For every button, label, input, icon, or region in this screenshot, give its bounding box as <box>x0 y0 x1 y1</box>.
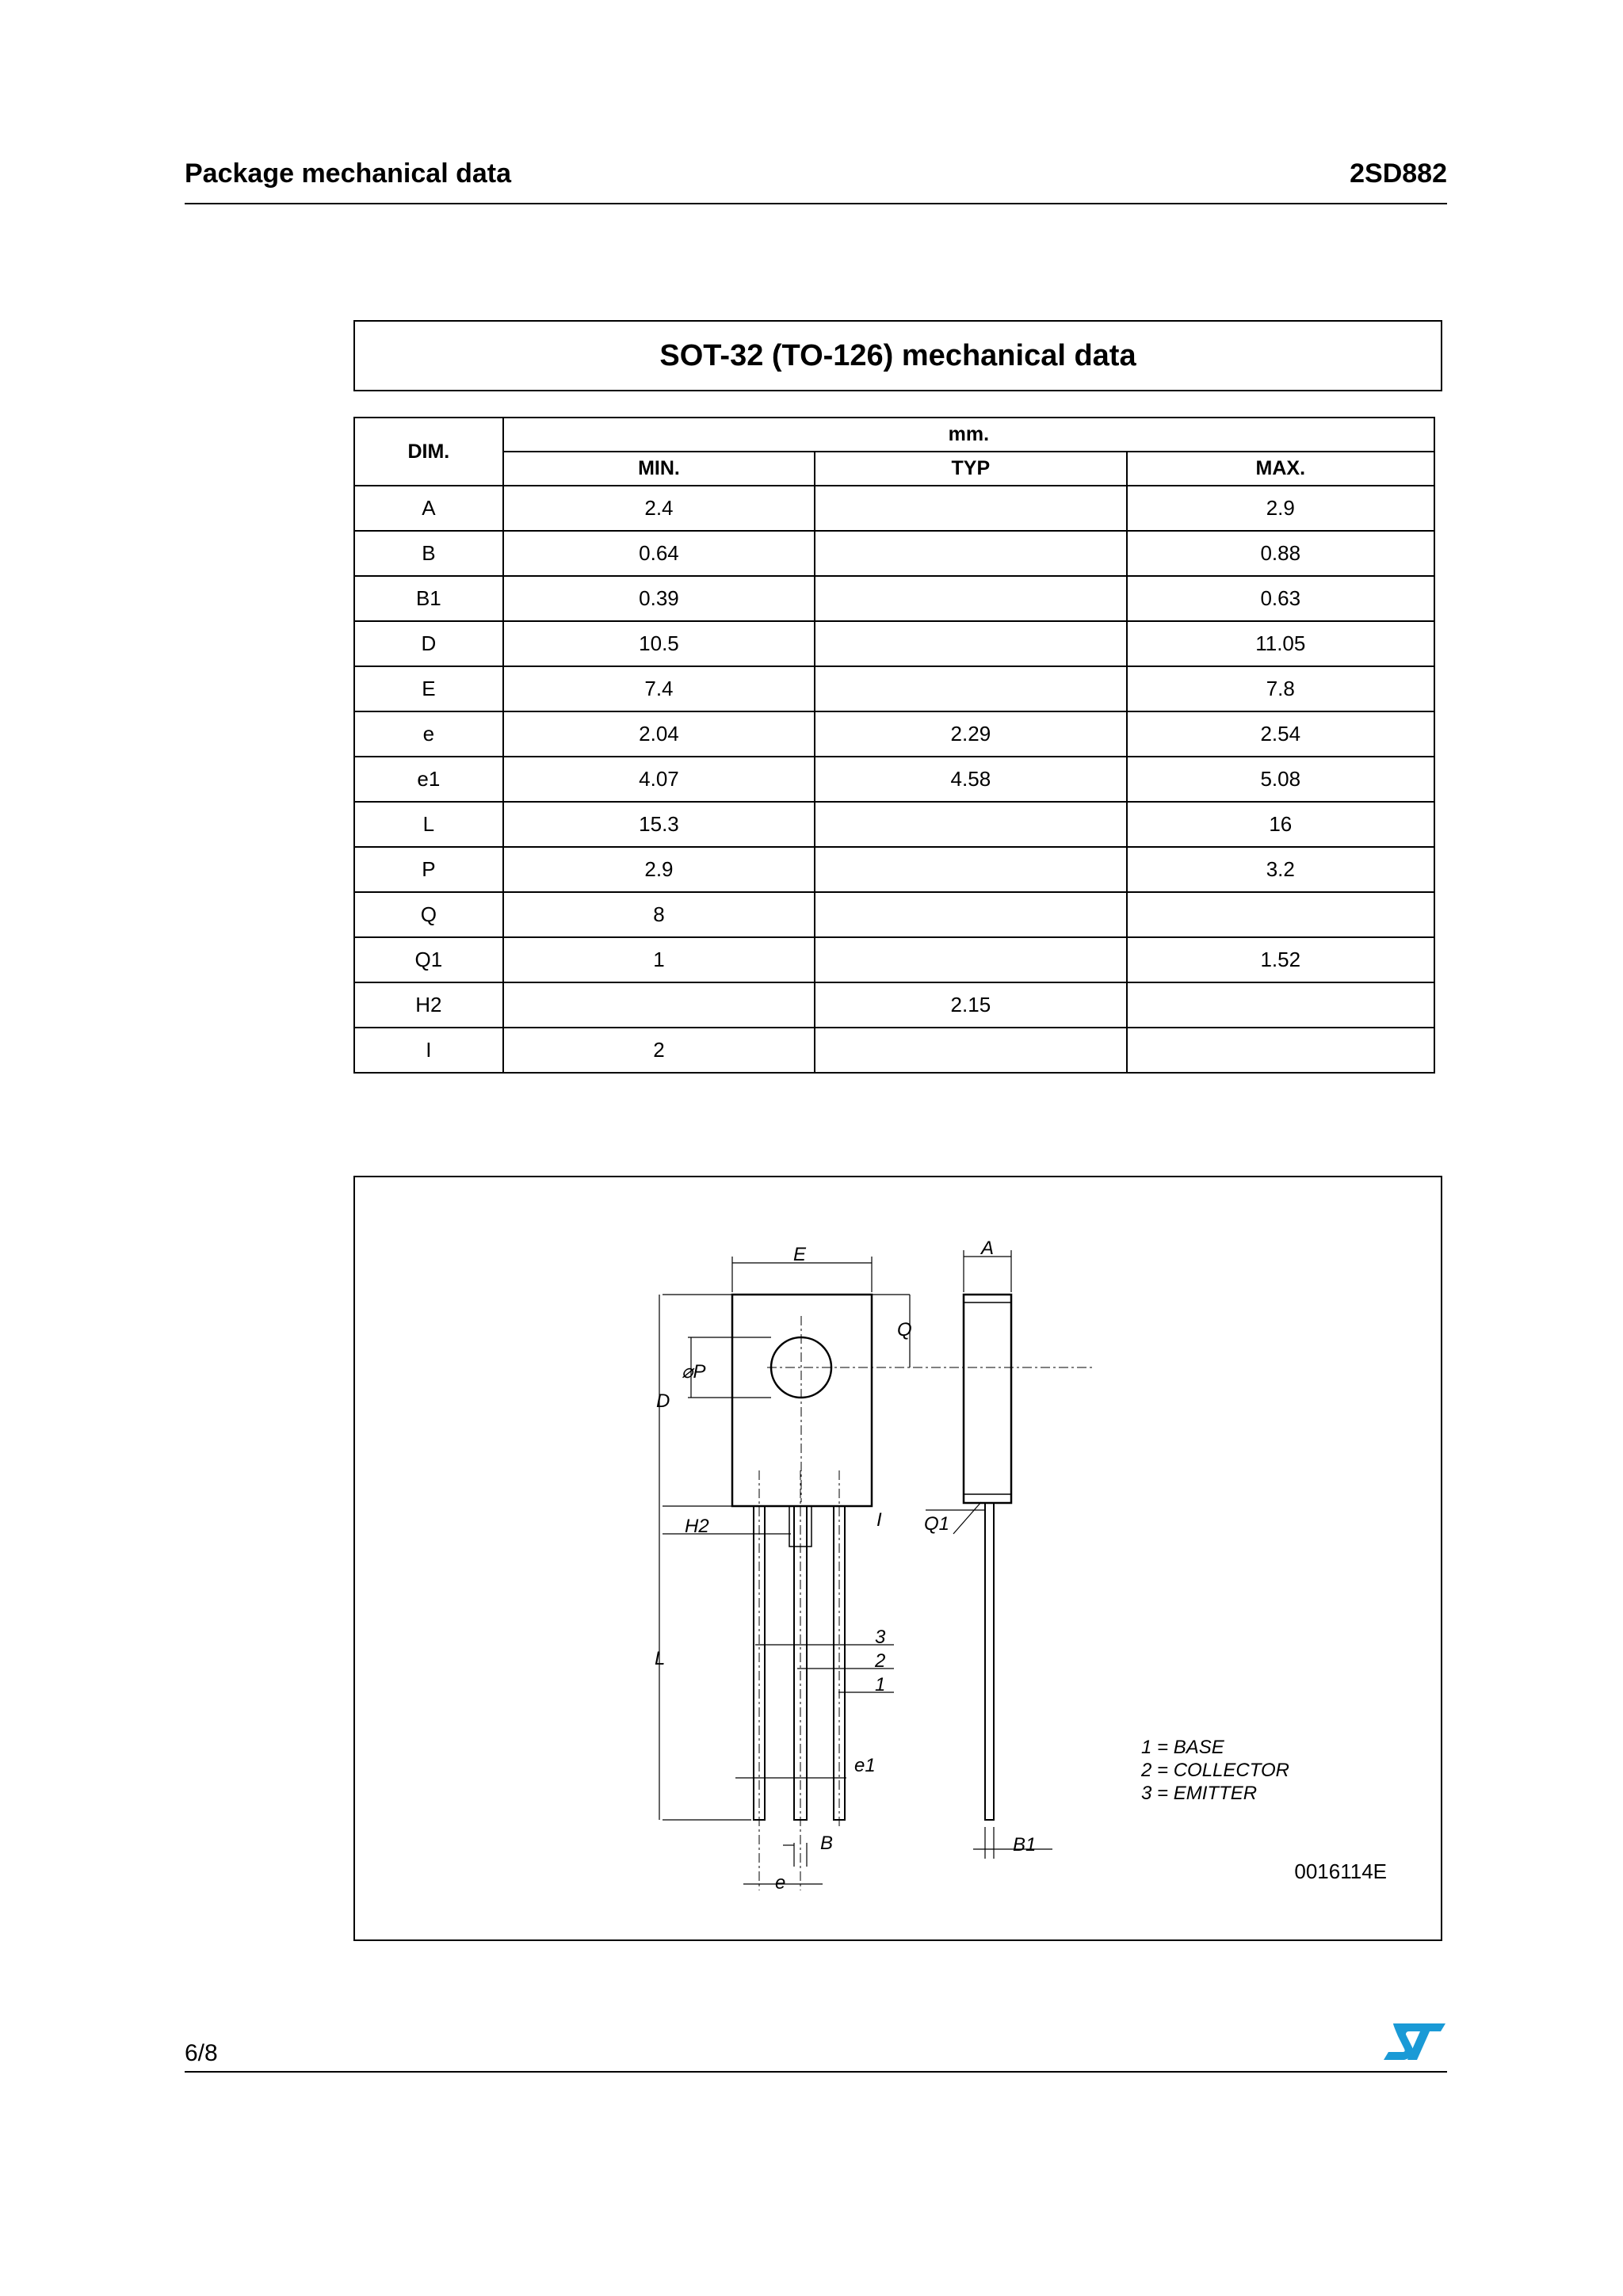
min-header: MIN. <box>503 452 815 486</box>
label-e1: e1 <box>854 1755 876 1776</box>
header-rule <box>185 203 1447 204</box>
cell-max: 0.88 <box>1127 531 1434 576</box>
table-row <box>354 892 1434 937</box>
cell-max <box>1127 1028 1434 1073</box>
max-header: MAX. <box>1127 452 1434 486</box>
pin-1 <box>834 1506 845 1820</box>
cell-dim: Q <box>354 892 503 937</box>
cell-dim: A <box>354 486 503 531</box>
pin-3 <box>754 1506 765 1820</box>
cell-dim: I <box>354 1028 503 1073</box>
cell-min <box>503 982 815 1028</box>
cell-max <box>1127 892 1434 937</box>
label-Q: Q <box>897 1319 912 1341</box>
table-title <box>353 320 1442 391</box>
cell-min: 7.4 <box>503 666 815 711</box>
cell-min: 0.39 <box>503 576 815 621</box>
cell-typ <box>815 1028 1126 1073</box>
st-logo <box>1382 2022 1447 2065</box>
section-title: Package mechanical data <box>185 158 512 189</box>
cell-min: 1 <box>503 937 815 982</box>
cell-min: 15.3 <box>503 802 815 847</box>
table-row <box>354 621 1434 666</box>
package-body-front <box>732 1295 872 1506</box>
label-A: A <box>981 1238 995 1259</box>
label-B1: B1 <box>1013 1834 1037 1855</box>
cell-dim: B1 <box>354 576 503 621</box>
cell-max <box>1127 982 1434 1028</box>
cell-typ: 2.29 <box>815 711 1126 757</box>
table-title-text: SOT-32 (TO-126) mechanical data <box>659 338 1136 372</box>
label-Q1: Q1 <box>924 1513 950 1535</box>
table-row <box>354 486 1434 531</box>
table-row <box>354 1028 1434 1073</box>
outline-drawing-svg <box>355 1177 1444 1943</box>
cell-min: 2.04 <box>503 711 815 757</box>
cell-max: 11.05 <box>1127 621 1434 666</box>
cell-typ <box>815 531 1126 576</box>
package-drawing <box>353 1176 1442 1941</box>
legend-base: 1 = BASE <box>1141 1737 1224 1758</box>
label-B: B <box>820 1833 834 1854</box>
cell-min: 2.4 <box>503 486 815 531</box>
cell-dim: B <box>354 531 503 576</box>
cell-max: 1.52 <box>1127 937 1434 982</box>
table-row <box>354 711 1434 757</box>
footer-rule <box>185 2071 1447 2073</box>
label-D: D <box>656 1390 670 1412</box>
table-row <box>354 982 1434 1028</box>
center-lines <box>759 1316 1092 1890</box>
table-row <box>354 757 1434 802</box>
cell-min: 2 <box>503 1028 815 1073</box>
dimension-labels <box>655 1238 1289 1894</box>
cell-typ <box>815 847 1126 892</box>
cell-dim: E <box>354 666 503 711</box>
dim-header: DIM. <box>354 418 503 486</box>
label-I: I <box>876 1509 882 1531</box>
cell-min: 2.9 <box>503 847 815 892</box>
cell-typ <box>815 576 1126 621</box>
label-L: L <box>655 1648 666 1669</box>
label-P: ⌀P <box>682 1361 706 1383</box>
cell-max: 0.63 <box>1127 576 1434 621</box>
cell-max: 7.8 <box>1127 666 1434 711</box>
pin-side <box>985 1503 994 1820</box>
cell-max: 3.2 <box>1127 847 1434 892</box>
cell-max: 16 <box>1127 802 1434 847</box>
cell-typ <box>815 892 1126 937</box>
cell-dim: D <box>354 621 503 666</box>
cell-dim: P <box>354 847 503 892</box>
cell-min: 4.07 <box>503 757 815 802</box>
table-row <box>354 847 1434 892</box>
part-number: 2SD882 <box>1350 158 1447 189</box>
typ-header: TYP <box>815 452 1126 486</box>
st-logo-icon <box>1382 2022 1447 2061</box>
cell-typ <box>815 802 1126 847</box>
table-row <box>354 576 1434 621</box>
label-pin2: 2 <box>875 1650 886 1672</box>
legend-collector: 2 = COLLECTOR <box>1141 1760 1289 1781</box>
table-row <box>354 531 1434 576</box>
mechanical-data-table <box>353 417 1435 1074</box>
label-pin1: 1 <box>875 1674 886 1695</box>
cell-typ: 4.58 <box>815 757 1126 802</box>
cell-dim: Q1 <box>354 937 503 982</box>
legend-emitter: 3 = EMITTER <box>1141 1783 1258 1804</box>
pin-2 <box>794 1506 807 1820</box>
table-row <box>354 802 1434 847</box>
unit-header: mm. <box>503 418 1434 452</box>
page-number: 6/8 <box>185 2040 218 2066</box>
cell-typ <box>815 621 1126 666</box>
label-e: e <box>775 1872 786 1894</box>
cell-dim: e <box>354 711 503 757</box>
cell-dim: e1 <box>354 757 503 802</box>
cell-typ <box>815 937 1126 982</box>
cell-dim: H2 <box>354 982 503 1028</box>
cell-min: 10.5 <box>503 621 815 666</box>
cell-max: 2.54 <box>1127 711 1434 757</box>
cell-max: 5.08 <box>1127 757 1434 802</box>
table-row <box>354 666 1434 711</box>
table-row <box>354 937 1434 982</box>
cell-typ <box>815 486 1126 531</box>
cell-dim: L <box>354 802 503 847</box>
label-pin3: 3 <box>875 1627 886 1648</box>
drawing-code: 0016114E <box>1294 1859 1387 1883</box>
cell-max: 2.9 <box>1127 486 1434 531</box>
label-H2: H2 <box>685 1516 709 1537</box>
cell-min: 8 <box>503 892 815 937</box>
cell-typ <box>815 666 1126 711</box>
cell-min: 0.64 <box>503 531 815 576</box>
label-E: E <box>793 1244 807 1265</box>
package-body-side <box>964 1295 1011 1503</box>
cell-typ: 2.15 <box>815 982 1126 1028</box>
